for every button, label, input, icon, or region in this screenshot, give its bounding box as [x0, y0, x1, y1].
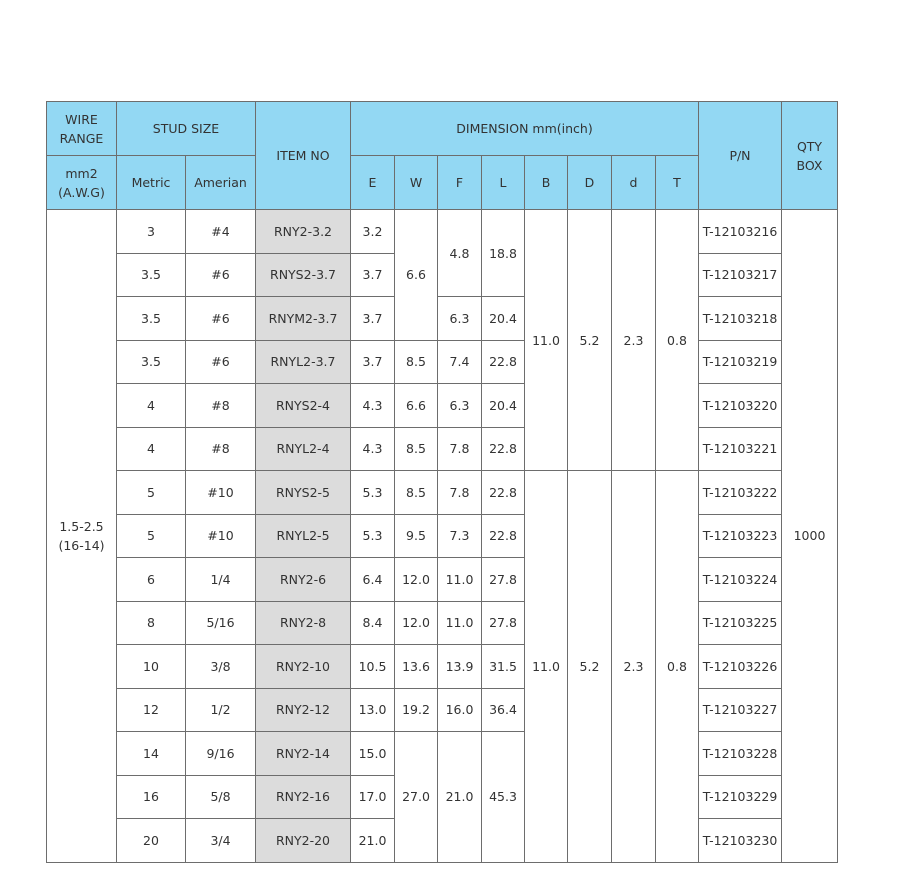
dim-l-cell: 18.8 [482, 210, 525, 297]
header-dim-e: E [351, 156, 395, 210]
amerian-cell: 3/8 [186, 645, 256, 689]
header-dim-t: T [656, 156, 699, 210]
dim-f-cell: 11.0 [438, 601, 482, 645]
item-no-cell: RNYS2-3.7 [256, 253, 351, 297]
pn-cell: T-12103216 [699, 210, 782, 254]
item-no-cell: RNYM2-3.7 [256, 297, 351, 341]
table-row [47, 688, 838, 732]
wire-range-line1: 1.5-2.5 [59, 518, 104, 534]
pn-cell: T-12103226 [699, 645, 782, 689]
dim-l-cell: 45.3 [482, 732, 525, 863]
amerian-cell: 1/4 [186, 558, 256, 602]
header-dim-b: B [525, 156, 568, 210]
amerian-cell: #10 [186, 514, 256, 558]
metric-cell: 3.5 [117, 253, 186, 297]
item-no-cell: RNY2-10 [256, 645, 351, 689]
header-qty-line2: BOX [796, 157, 823, 173]
pn-cell: T-12103222 [699, 471, 782, 515]
header-dim-d-lower: d [612, 156, 656, 210]
wire-range-line2: (16-14) [58, 537, 105, 553]
table-row [47, 601, 838, 645]
dim-e-cell: 3.2 [351, 210, 395, 254]
pn-cell: T-12103229 [699, 775, 782, 819]
dim-w-cell: 8.5 [395, 471, 438, 515]
metric-cell: 4 [117, 427, 186, 471]
item-no-cell: RNY2-12 [256, 688, 351, 732]
dim-l-cell: 20.4 [482, 384, 525, 428]
table-row [47, 210, 838, 254]
amerian-cell: 5/8 [186, 775, 256, 819]
dim-e-cell: 3.7 [351, 253, 395, 297]
header-wire-range-line1: WIRE [65, 111, 98, 127]
dim-f-cell: 6.3 [438, 297, 482, 341]
dim-w-cell: 27.0 [395, 732, 438, 863]
amerian-cell: #10 [186, 471, 256, 515]
dim-w-cell: 12.0 [395, 558, 438, 602]
pn-cell: T-12103227 [699, 688, 782, 732]
table-row [47, 340, 838, 384]
dim-f-cell: 16.0 [438, 688, 482, 732]
dim-e-cell: 21.0 [351, 819, 395, 863]
metric-cell: 12 [117, 688, 186, 732]
qty-box-cell: 1000 [782, 210, 838, 863]
dim-d-upper-cell: 5.2 [568, 210, 612, 471]
table-row [47, 645, 838, 689]
pn-cell: T-12103223 [699, 514, 782, 558]
table-row [47, 732, 838, 776]
dim-f-cell: 4.8 [438, 210, 482, 297]
dim-w-cell: 6.6 [395, 384, 438, 428]
item-no-cell: RNYL2-3.7 [256, 340, 351, 384]
dim-e-cell: 8.4 [351, 601, 395, 645]
dim-e-cell: 5.3 [351, 514, 395, 558]
item-no-cell: RNYL2-4 [256, 427, 351, 471]
dim-f-cell: 11.0 [438, 558, 482, 602]
metric-cell: 3.5 [117, 340, 186, 384]
dim-f-cell: 6.3 [438, 384, 482, 428]
metric-cell: 3.5 [117, 297, 186, 341]
dim-l-cell: 36.4 [482, 688, 525, 732]
dim-e-cell: 3.7 [351, 340, 395, 384]
pn-cell: T-12103220 [699, 384, 782, 428]
pn-cell: T-12103228 [699, 732, 782, 776]
header-dimension: DIMENSION mm(inch) [351, 102, 699, 156]
amerian-cell: #4 [186, 210, 256, 254]
pn-cell: T-12103221 [699, 427, 782, 471]
dim-f-cell: 7.4 [438, 340, 482, 384]
metric-cell: 14 [117, 732, 186, 776]
dim-e-cell: 3.7 [351, 297, 395, 341]
header-qty-line1: QTY [796, 138, 823, 154]
item-no-cell: RNY2-6 [256, 558, 351, 602]
dim-b-cell: 11.0 [525, 210, 568, 471]
amerian-cell: #8 [186, 384, 256, 428]
metric-cell: 5 [117, 471, 186, 515]
dim-l-cell: 27.8 [482, 558, 525, 602]
dim-e-cell: 13.0 [351, 688, 395, 732]
metric-cell: 4 [117, 384, 186, 428]
header-dim-f: F [438, 156, 482, 210]
dim-d-lower-cell: 2.3 [612, 210, 656, 471]
dim-w-cell: 13.6 [395, 645, 438, 689]
table-row [47, 297, 838, 341]
table-row [47, 384, 838, 428]
dim-e-cell: 10.5 [351, 645, 395, 689]
item-no-cell: RNYS2-5 [256, 471, 351, 515]
header-dim-l: L [482, 156, 525, 210]
dim-e-cell: 6.4 [351, 558, 395, 602]
dim-f-cell: 7.8 [438, 471, 482, 515]
dim-e-cell: 17.0 [351, 775, 395, 819]
metric-cell: 5 [117, 514, 186, 558]
table-row [47, 427, 838, 471]
metric-cell: 10 [117, 645, 186, 689]
dim-e-cell: 4.3 [351, 427, 395, 471]
amerian-cell: 3/4 [186, 819, 256, 863]
dim-l-cell: 27.8 [482, 601, 525, 645]
wire-range-cell [47, 210, 117, 863]
header-mm2-line2: (A.W.G) [58, 184, 105, 200]
dim-l-cell: 22.8 [482, 427, 525, 471]
header-pn: P/N [699, 102, 782, 210]
header-stud-size: STUD SIZE [117, 102, 256, 156]
metric-cell: 16 [117, 775, 186, 819]
metric-cell: 3 [117, 210, 186, 254]
metric-cell: 20 [117, 819, 186, 863]
pn-cell: T-12103225 [699, 601, 782, 645]
item-no-cell: RNY2-8 [256, 601, 351, 645]
header-dim-w: W [395, 156, 438, 210]
amerian-cell: 1/2 [186, 688, 256, 732]
header-qty-box [782, 102, 838, 210]
metric-cell: 6 [117, 558, 186, 602]
item-no-cell: RNYS2-4 [256, 384, 351, 428]
header-mm2 [47, 156, 117, 210]
dim-f-cell: 7.8 [438, 427, 482, 471]
dim-w-cell: 6.6 [395, 210, 438, 341]
dim-f-cell: 13.9 [438, 645, 482, 689]
dim-l-cell: 22.8 [482, 340, 525, 384]
pn-cell: T-12103217 [699, 253, 782, 297]
spec-table [46, 101, 838, 863]
header-wire-range-line2: RANGE [59, 130, 104, 146]
amerian-cell: #6 [186, 340, 256, 384]
dim-l-cell: 31.5 [482, 645, 525, 689]
item-no-cell: RNY2-3.2 [256, 210, 351, 254]
amerian-cell: 5/16 [186, 601, 256, 645]
amerian-cell: 9/16 [186, 732, 256, 776]
header-amerian: Amerian [186, 156, 256, 210]
dim-w-cell: 8.5 [395, 427, 438, 471]
dim-w-cell: 19.2 [395, 688, 438, 732]
dim-d-upper-cell: 5.2 [568, 471, 612, 863]
metric-cell: 8 [117, 601, 186, 645]
dim-d-lower-cell: 2.3 [612, 471, 656, 863]
dim-l-cell: 22.8 [482, 514, 525, 558]
dim-t-cell: 0.8 [656, 471, 699, 863]
pn-cell: T-12103219 [699, 340, 782, 384]
amerian-cell: #6 [186, 253, 256, 297]
amerian-cell: #8 [186, 427, 256, 471]
dim-l-cell: 22.8 [482, 471, 525, 515]
dim-f-cell: 7.3 [438, 514, 482, 558]
pn-cell: T-12103230 [699, 819, 782, 863]
dim-e-cell: 15.0 [351, 732, 395, 776]
dim-l-cell: 20.4 [482, 297, 525, 341]
dim-w-cell: 12.0 [395, 601, 438, 645]
header-item-no: ITEM NO [256, 102, 351, 210]
dim-w-cell: 8.5 [395, 340, 438, 384]
dim-t-cell: 0.8 [656, 210, 699, 471]
dim-w-cell: 9.5 [395, 514, 438, 558]
item-no-cell: RNY2-14 [256, 732, 351, 776]
dim-e-cell: 4.3 [351, 384, 395, 428]
header-row-1 [47, 102, 838, 156]
table-row [47, 514, 838, 558]
item-no-cell: RNY2-20 [256, 819, 351, 863]
pn-cell: T-12103218 [699, 297, 782, 341]
dim-f-cell: 21.0 [438, 732, 482, 863]
header-dim-d-upper: D [568, 156, 612, 210]
table-row [47, 558, 838, 602]
item-no-cell: RNY2-16 [256, 775, 351, 819]
header-mm2-line1: mm2 [65, 165, 98, 181]
header-metric: Metric [117, 156, 186, 210]
header-wire-range [47, 102, 117, 156]
table-row [47, 471, 838, 515]
pn-cell: T-12103224 [699, 558, 782, 602]
dim-e-cell: 5.3 [351, 471, 395, 515]
dim-b-cell: 11.0 [525, 471, 568, 863]
amerian-cell: #6 [186, 297, 256, 341]
item-no-cell: RNYL2-5 [256, 514, 351, 558]
